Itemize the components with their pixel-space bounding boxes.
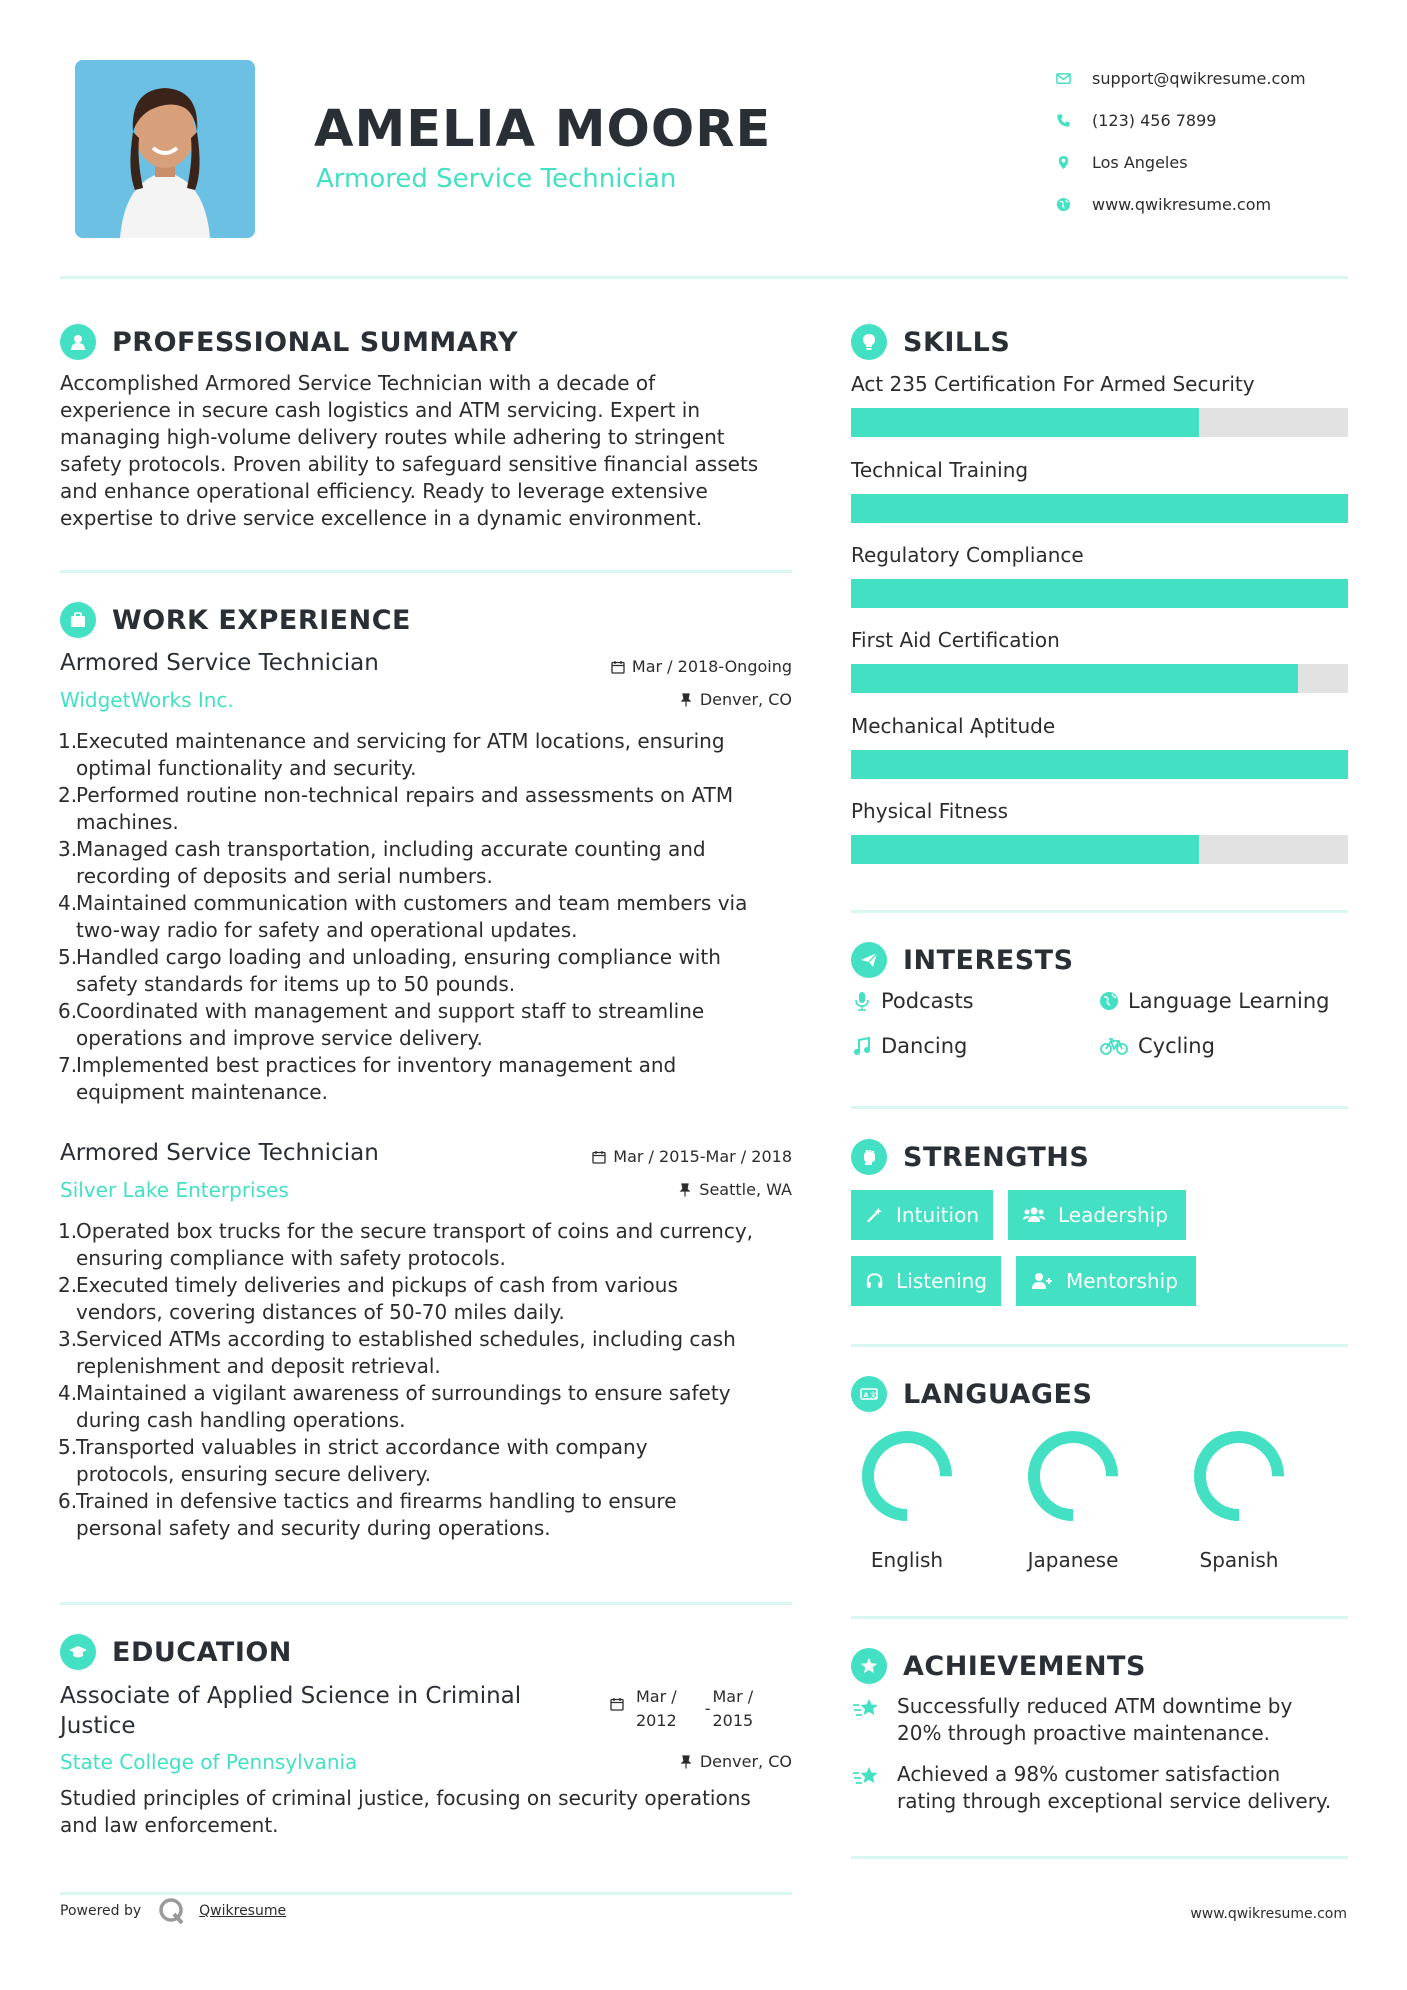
globe-icon [1098,990,1120,1012]
qwikresume-logo-icon [157,1896,187,1926]
phone-icon [1056,113,1092,128]
pushpin-icon [678,1183,692,1197]
user-icon [60,324,96,360]
pushpin-icon [679,1755,693,1769]
education-description: Studied principles of criminal justice, focusing on security operations and law enforcement. [60,1786,751,1837]
calendar-icon [611,660,625,674]
globe-icon [1056,197,1092,212]
job-2-location: Seattle, WA [500,1180,792,1199]
svg-text:文: 文 [870,1391,877,1399]
qwikresume-link[interactable]: Qwikresume [199,1903,287,1919]
lightbulb-icon [851,324,887,360]
paper-plane-icon [851,942,887,978]
shooting-star-icon [851,1693,883,1725]
candidate-name: AMELIA MOORE [314,100,772,159]
graduation-cap-icon [60,1634,96,1670]
magic-wand-icon [865,1205,884,1225]
achievements-heading: ACHIEVEMENTS [851,1648,1146,1684]
job-2-duties [58,1218,808,1542]
skill-bar [851,835,1348,864]
strengths-heading: STRENGTHS [851,1139,1089,1175]
interest-language-learning: Language Learning [1098,989,1329,1013]
achievements-divider [851,1856,1348,1859]
list-item: 5. Transported valuables in strict accordance with company protocols, ensuring secure delivery. [58,1435,648,1486]
microphone-icon [851,990,873,1012]
list-item: 4. Maintained communication with customers and team members via two-way radio for safety and operational updates. [58,891,748,942]
skill-bar [851,494,1348,523]
language-japanese: Japanese [1018,1428,1128,1572]
skill-name: Physical Fitness [851,799,1008,823]
list-item: 1. Executed maintenance and servicing for ATM locations, ensuring optimal functionality and security. [58,729,725,780]
map-pin-icon [1056,155,1092,170]
skill-name: Technical Training [851,458,1029,482]
language-gauge [1025,1428,1121,1524]
skill-name: First Aid Certification [851,628,1060,652]
users-icon [1022,1205,1046,1225]
strength-leadership: Leadership [1008,1190,1186,1240]
contact-phone[interactable]: (123) 456 7899 [1056,99,1306,141]
work-divider [60,1602,792,1605]
calendar-icon [610,1697,624,1711]
interest-podcasts: Podcasts [851,989,974,1013]
job-2-dates: Mar / 2015-Mar / 2018 [500,1147,792,1166]
skill-name: Regulatory Compliance [851,543,1084,567]
list-item: 5. Handled cargo loading and unloading, ensuring compliance with safety standards for items up to 50 pounds. [58,945,721,996]
summary-divider [60,570,792,573]
skill-name: Act 235 Certification For Armed Security [851,372,1255,396]
music-note-icon [851,1035,873,1057]
star-badge-icon [851,1648,887,1684]
strength-listening: Listening [851,1256,1001,1306]
skills-divider [851,910,1348,913]
list-item: 3. Serviced ATMs according to established schedules, including cash replenishment and deposit retrieval. [58,1327,736,1378]
job-1-dates: Mar / 2018-Ongoing [500,657,792,676]
briefcase-icon [60,602,96,638]
job-1-company: WidgetWorks Inc. [60,688,234,712]
skill-name: Mechanical Aptitude [851,714,1056,738]
interest-cycling: Cycling [1098,1034,1215,1058]
achievement-item: Achieved a 98% customer satisfaction rating through exceptional service delivery. [851,1761,1331,1815]
achievement-item: Successfully reduced ATM downtime by 20% through proactive maintenance. [851,1693,1292,1747]
languages-divider [851,1616,1348,1619]
job-2-title: Armored Service Technician [60,1140,379,1166]
strength-mentorship: Mentorship [1016,1256,1196,1306]
education-divider [60,1892,792,1895]
degree-title: Associate of Applied Science in Criminal Justice [60,1683,522,1739]
contact-email[interactable]: support@qwikresume.com [1056,57,1306,99]
bicycle-icon [1098,1035,1130,1057]
user-plus-icon [1030,1271,1054,1291]
list-item: 6. Trained in defensive tactics and firearms handling to ensure personal safety and security during operations. [58,1489,677,1540]
language-spanish: Spanish [1184,1428,1294,1572]
headphones-icon [865,1271,884,1291]
education-heading: EDUCATION [60,1634,292,1670]
language-gauge [1191,1428,1287,1524]
job-1-duties [58,728,808,1106]
calendar-icon [592,1150,606,1164]
languages-heading: A 文 LANGUAGES [851,1376,1092,1412]
contact-website[interactable]: www.qwikresume.com [1056,183,1306,225]
candidate-role: Armored Service Technician [316,164,677,194]
work-heading: WORK EXPERIENCE [60,602,411,638]
list-item: 1. Operated box trucks for the secure transport of coins and currency, ensuring compliance with safety protocols. [58,1219,754,1270]
skill-bar [851,579,1348,608]
footer-website[interactable]: www.qwikresume.com [1190,1906,1347,1922]
interests-heading: INTERESTS [851,942,1074,978]
skill-bar [851,750,1348,779]
contact-list [1056,57,1306,225]
job-1-title: Armored Service Technician [60,650,379,676]
language-english: English [852,1428,962,1572]
job-1-location: Denver, CO [500,690,792,709]
strengths-divider [851,1344,1348,1347]
summary-text: Accomplished Armored Service Technician with a decade of experience in secure cash logistics and ATM servicing. Expert in managing high-volume delivery routes while adhering to stringent safety protocols. Proven ability to safeguard sensitive financial assets and enhance operational efficiency. Ready to leverage extensive expertise to drive service excellence in a dynamic environment. [60,371,759,530]
svg-text:A: A [863,1391,869,1399]
skill-bar [851,408,1348,437]
list-item: 2. Executed timely deliveries and pickups of cash from various vendors, covering distances of 50-70 miles daily. [58,1273,678,1324]
list-item: 6. Coordinated with management and support staff to streamline operations and improve service delivery. [58,999,705,1050]
interests-divider [851,1106,1348,1109]
education-location: Denver, CO [500,1752,792,1771]
list-item: 2. Performed routine non-technical repairs and assessments on ATM machines. [58,783,734,834]
header-divider [60,276,1348,279]
skills-heading: SKILLS [851,324,1010,360]
contact-location: Los Angeles [1056,141,1306,183]
footer-powered-by: Powered by Qwikresume [60,1896,286,1926]
fist-icon [851,1139,887,1175]
list-item: 4. Maintained a vigilant awareness of surroundings to ensure safety during cash handling operations. [58,1381,731,1432]
education-dates: Mar / 2012 - Mar / 2015 [610,1685,753,1733]
list-item: 3. Managed cash transportation, including accurate counting and recording of deposits and serial numbers. [58,837,706,888]
summary-heading: PROFESSIONAL SUMMARY [60,324,518,360]
job-2-company: Silver Lake Enterprises [60,1178,289,1202]
list-item: 7. Implemented best practices for inventory management and equipment maintenance. [58,1053,677,1104]
envelope-icon [1056,71,1092,86]
school-name: State College of Pennsylvania [60,1750,358,1774]
skill-bar [851,664,1348,693]
pushpin-icon [679,693,693,707]
shooting-star-icon [851,1761,883,1793]
profile-photo [75,60,255,238]
interest-dancing: Dancing [851,1034,967,1058]
language-gauge [859,1428,955,1524]
language-icon [851,1376,887,1412]
strength-intuition: Intuition [851,1190,993,1240]
